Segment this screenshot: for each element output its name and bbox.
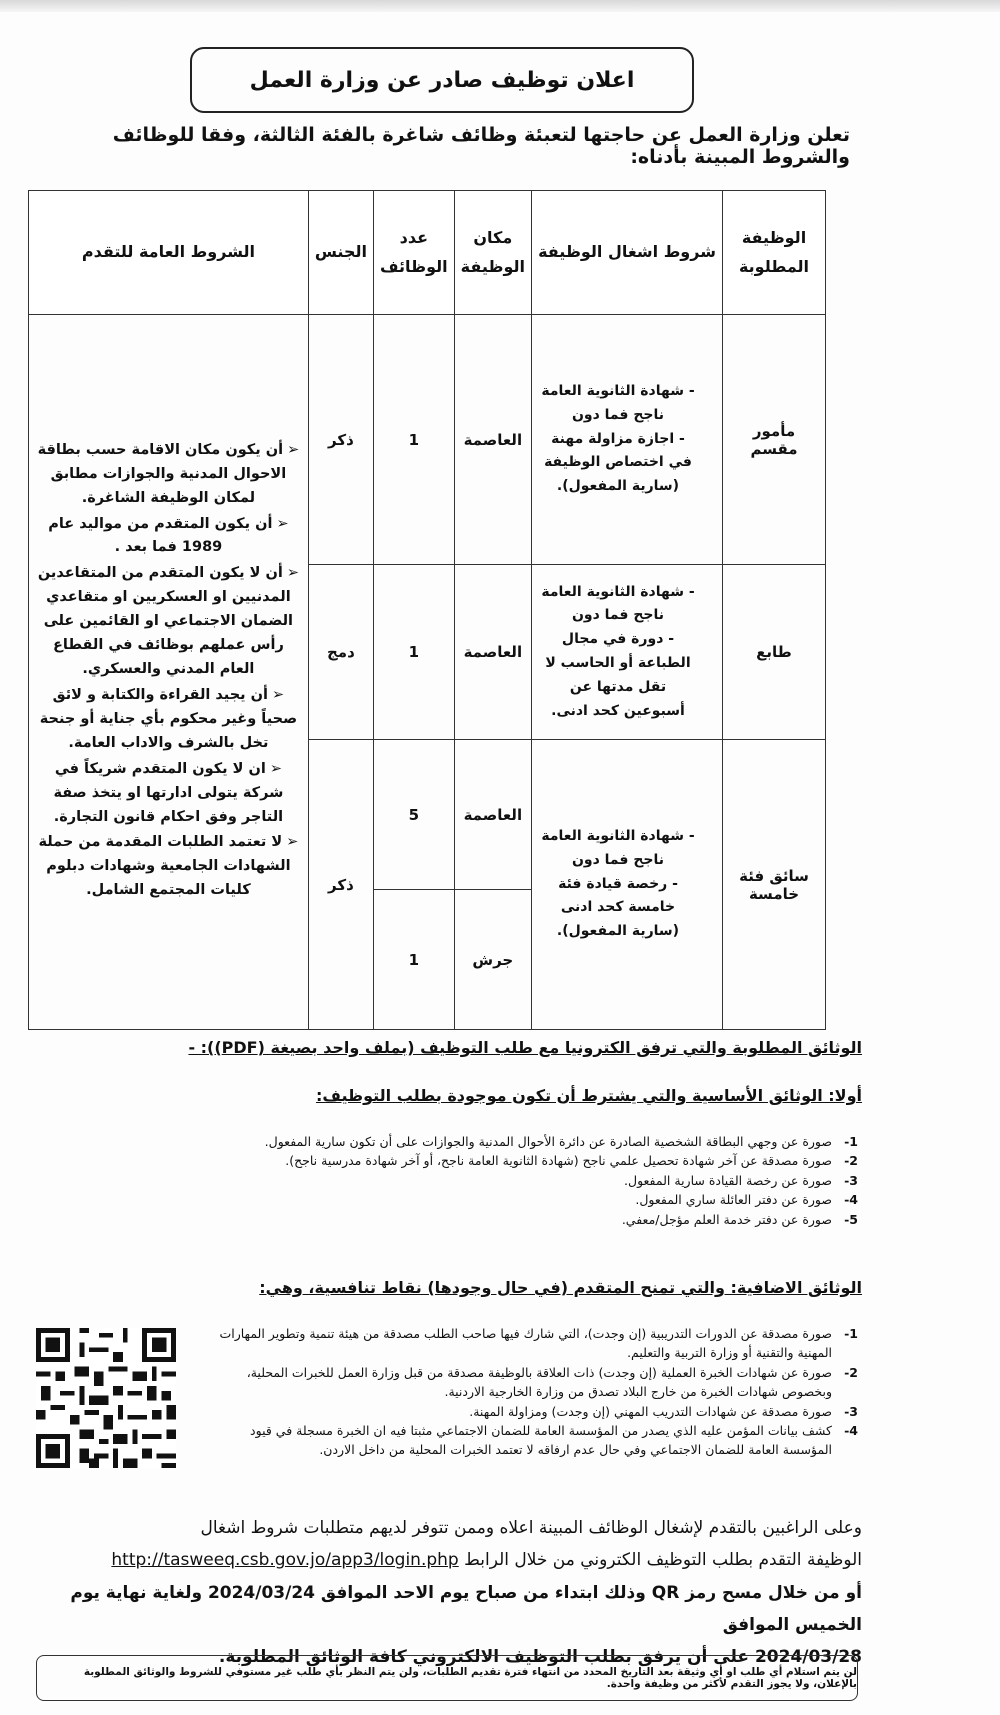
req-item: - شهادة الثانوية العامة ناجح فما دون bbox=[538, 825, 698, 873]
list-item: 4- صورة عن دفتر العائلة ساري المفعول. bbox=[635, 1192, 858, 1208]
reqs-cell bbox=[532, 740, 723, 1030]
basic-docs-heading: أولا: الوثائق الأساسية والتي يشترط أن تكون موجودة بطلب التوظيف: bbox=[316, 1086, 862, 1105]
count-cell: 1 bbox=[373, 565, 454, 740]
gender-cell: ذكر bbox=[308, 740, 373, 1030]
place-cell: العاصمة bbox=[454, 565, 531, 740]
place-cell: العاصمة bbox=[454, 740, 531, 890]
closing-paragraph bbox=[22, 1512, 862, 1673]
qr-code-icon[interactable] bbox=[36, 1328, 176, 1468]
gender-cell: دمج bbox=[308, 565, 373, 740]
req-item: - رخصة قيادة فئة خامسة كحد ادنى (سارية المفعول). bbox=[538, 873, 698, 944]
table-header-row bbox=[29, 191, 826, 315]
closing-line: 2024/03/28 على أن يرفق بطلب التوظيف الالكتروني كافة الوثائق المطلوبة. bbox=[218, 1647, 862, 1668]
condition-item: ➢ أن يكون المتقدم من مواليد عام 1989 فما بعد . bbox=[35, 513, 302, 561]
condition-item: ➢ لا تعتمد الطلبات المقدمة من حملة الشهادات الجامعية وشهادات دبلوم كليات المجتمع الشامل. bbox=[35, 831, 302, 903]
docs-heading: الوثائق المطلوبة والتي ترفق الكترونيا مع طلب التوظيف (بملف واحد بصيغة (PDF)): - bbox=[188, 1038, 862, 1057]
application-link[interactable]: http://tasweeq.csb.gov.jo/app3/login.php bbox=[111, 1550, 459, 1571]
scan-edge bbox=[0, 0, 1000, 12]
closing-line: الوظيفة التقدم بطلب التوظيف الكتروني من خلال الرابط http://tasweeq.csb.gov.jo/app3/login.php bbox=[111, 1550, 862, 1571]
closing-line: وعلى الراغبين بالتقدم لإشغال الوظائف المبينة اعلاه وممن تتوفر لديهم متطلبات شروط اشغال bbox=[200, 1518, 862, 1538]
intro-text: تعلن وزارة العمل عن حاجتها لتعبئة وظائف شاغرة بالفئة الثالثة، وفقا للوظائف والشروط المبينة بأدناه: bbox=[112, 124, 850, 168]
header-place: مكان الوظيفة bbox=[454, 191, 531, 315]
list-item: 2- صورة عن شهادات الخبرة العملية (إن وجدت) ذات العلاقة بالوظيفة مصدقة من قبل وزارة العمل للخبرات المحلية، وبخصوص شهادات الخبرة من خارج البلاد تصدق من وزارة الخارجية الاردنية. bbox=[246, 1364, 858, 1400]
header-job: الوظيفة المطلوبة bbox=[723, 191, 826, 315]
place-cell: جرش bbox=[454, 890, 531, 1030]
req-item: - دورة في مجال الطباعة أو الحاسب لا تقل مدتها عن أسبوعين كحد ادنى. bbox=[538, 628, 698, 723]
place-cell: العاصمة bbox=[454, 315, 531, 565]
job-cell: طابع bbox=[723, 565, 826, 740]
table-row bbox=[29, 315, 826, 565]
list-item: 4- كشف بيانات المؤمن عليه الذي يصدر من المؤسسة العامة للضمان الاجتماعي مثبتا فيه ان الخبرة مسجلة في قيود المؤسسة العامة للضمان الاجتماعي وفي حال عدم ارفاقه لا تعتمد الخبرات المحلية من داخل الاردن. bbox=[250, 1422, 858, 1458]
condition-item: ➢ ان لا يكون المتقدم شريكاً في شركة يتولى ادارتها او يتخذ صفة التاجر وفق احكام قانون التجارة. bbox=[35, 758, 302, 830]
req-item: - شهادة الثانوية العامة ناجح فما دون bbox=[538, 380, 698, 428]
req-item: - شهادة الثانوية العامة ناجح فما دون bbox=[538, 581, 698, 629]
list-item: 3- صورة عن رخصة القيادة سارية المفعول. bbox=[624, 1172, 858, 1188]
list-item: 1- صورة عن وجهي البطاقة الشخصية الصادرة عن دائرة الأحوال المدنية والجوازات على أن تكون سارية المفعول. bbox=[264, 1134, 858, 1149]
extra-docs-list bbox=[208, 1324, 858, 1460]
list-item: 5- صورة عن دفتر خدمة العلم مؤجل/معفي. bbox=[621, 1211, 858, 1227]
job-cell: مأمور مقسم bbox=[723, 315, 826, 565]
general-conditions-cell bbox=[29, 315, 309, 1030]
extra-docs-heading: الوثائق الاضافية: والتي تمنح المتقدم (في حال وجودها) نقاط تنافسية، وهي: bbox=[259, 1278, 862, 1297]
list-item: 2- صورة مصدقة عن آخر شهادة تحصيل علمي ناجح (شهادة الثانوية العامة ناجح، أو آخر شهادة مدرسية ناجح). bbox=[285, 1153, 858, 1169]
condition-item: ➢ أن يجيد القراءة والكتابة و لائق صحياً وغير محكوم بأي جناية أو جنحة تخل بالشرف والاداب العامة. bbox=[35, 684, 302, 756]
header-reqs: شروط اشغال الوظيفة bbox=[532, 191, 723, 315]
count-cell: 5 bbox=[373, 740, 454, 890]
reqs-cell bbox=[532, 565, 723, 740]
closing-line: أو من خلال مسح رمز QR وذلك ابتداء من صباح يوم الاحد الموافق 2024/03/24 ولغاية نهاية يوم الخميس الموافق bbox=[70, 1582, 862, 1635]
header-count: عدد الوظائف bbox=[373, 191, 454, 315]
announcement-title: اعلان توظيف صادر عن وزارة العمل bbox=[190, 47, 694, 113]
jobs-table bbox=[28, 190, 826, 1030]
list-item: 3- صورة مصدقة عن شهادات التدريب المهني (إن وجدت) ومزاولة المهنة. bbox=[469, 1403, 858, 1419]
condition-item: ➢ أن لا يكون المتقدم من المتقاعدين المدنيين او العسكريين او متقاعدي الضمان الاجتماعي او القائمين على رأس عملهم بوظائف في القطاع العام المدني والعسكري. bbox=[35, 562, 302, 682]
header-gender: الجنس bbox=[308, 191, 373, 315]
count-cell: 1 bbox=[373, 890, 454, 1030]
gender-cell: ذكر bbox=[308, 315, 373, 565]
job-cell: سائق فئة خامسة bbox=[723, 740, 826, 1030]
req-item: - اجازة مزاولة مهنة في اختصاص الوظيفة (سارية المفعول). bbox=[538, 428, 698, 499]
condition-item: ➢ أن يكون مكان الاقامة حسب بطاقة الاحوال المدنية والجوازات مطابق لمكان الوظيفة الشاغرة. bbox=[35, 439, 302, 511]
footer-note: لن يتم استلام أي طلب او أي وثيقة بعد التاريخ المحدد من انتهاء فترة تقديم الطلبات، ولن يتم النظر بأي طلب غير مستوفي للشروط والوثائق المطلوبة بالإعلان، ولا يجوز التقدم لأكثر من وظيفة واحدة. bbox=[36, 1655, 858, 1701]
list-item: 1- صورة مصدقة عن الدورات التدريبية (إن وجدت)، التي شارك فيها صاحب الطلب مصدقة من هيئة تنمية وتطوير المهارات المهنية والتقنية أو وزارة التربية والتعليم. bbox=[219, 1326, 858, 1361]
header-conds: الشروط العامة للتقدم bbox=[29, 191, 309, 315]
reqs-cell bbox=[532, 315, 723, 565]
count-cell: 1 bbox=[373, 315, 454, 565]
basic-docs-list bbox=[158, 1132, 858, 1229]
